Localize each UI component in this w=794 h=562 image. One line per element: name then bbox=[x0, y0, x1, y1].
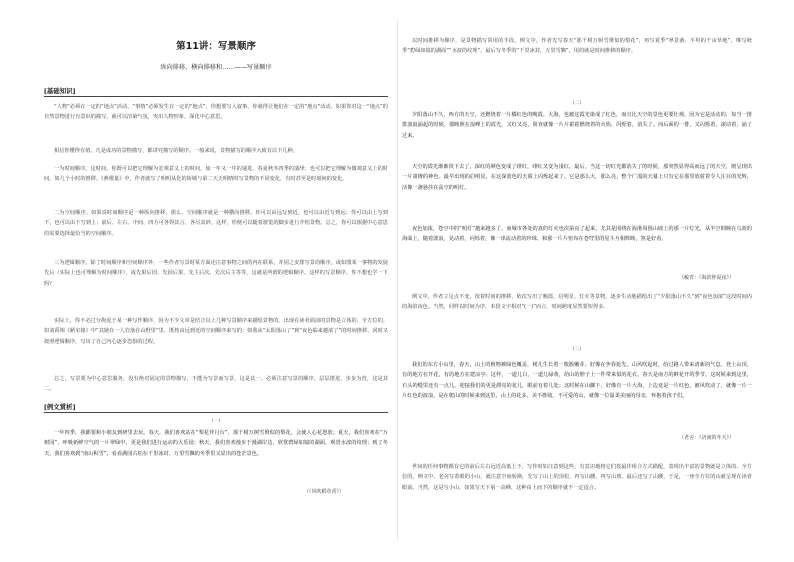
section-rule bbox=[44, 96, 388, 97]
paragraph: 例文中，作者立足点不变，按着时间的推移，依次写出了晚霞、启明星、灯火等景物，逐步生动地描绘出了“夕阳落山不久”到“夜色加浓”这段时间内的海滨夜色。当然，同样以时间为序，本段文字相对“(一)”而言，时间跨度显然要短得多。 bbox=[402, 294, 752, 311]
paragraph: 一为时间顺序。这时间，你既可以把它理解为宏观意义上的时间，如一年又一年的递进、春夏秋冬四季的演绎；也可以把它理解为微观意义上的时间，如几个小时的推移。《燕歌量》中，作者就写了明明从化的街城与第二天天明晴时写景物的不同变化，有时甚至是时刻间的变化。 bbox=[44, 166, 388, 183]
example-source: （老舍：《济南的冬天》） bbox=[678, 435, 734, 441]
example-passage: 天空的霞光渐渐淡下去了，深红的颜色变成了绯红，绯红又变为浅红。最后，当这一切红光都消失了的时候，那突然显得高而远了的天空，则呈现出一片肃穆的神色。最早出现的启明星，在这深蓝色的天幕上闪烁起来了。它是那么大，那么亮，整个广漠的天幕上只有它在那里放射着令人注目的光辉，活像一盏悬挂在高空的明灯。 bbox=[402, 164, 752, 191]
example-number: (一) bbox=[211, 419, 221, 424]
example-number: (三) bbox=[572, 347, 582, 352]
example-source: （峻青：《海滨仲夏夜》） bbox=[678, 275, 734, 281]
paragraph: 二为空间顺序。如果说时间顺序是一种纵向推移，那么，空间顺序就是一种横向推移。你可以由远写到近，也可以由近写到远；你可以由上写到下，也可以由下写到上；前后、左右、中间、四方可各得其言，各尽其妙。这样，你便可以随着游览的脚步进行介绍景物。总之，你可以根据中心意思的需要选择最恰当的空间顺序。 bbox=[44, 210, 388, 237]
example-number: (二) bbox=[572, 101, 582, 106]
paragraph: 总之，写景要为中心意思服务，没有绝对固定的景物描写，不能为写景而写景，这是其一。必须注意写景的顺序，层层推进，步步为营，这是其二。 bbox=[44, 376, 388, 393]
paragraph: 三为逻辑顺序。除了时间顺序和空间顺序外，一些作者写景时某方面还注意事物之间的内在联系，并固之安排写景的顺序，或如图某一事物的发展先后（实际上也可理解为时间顺序），或先果后因、先因后果、先主后次、先次后主等等，这就是所谓的逻辑顺序。这样的写景顺序，你不想也学一下吗？ bbox=[44, 260, 388, 287]
paragraph: 实际上，你不必过分拘泥于某一种写作顺序，因为不少文章是结合以上几种写景顺序来描绘景物的。出现在读者面前的景物是立体的、全方位的。如刘禹锡《陋室铭》中“其她在一人岩落在山野里”里，既按由远到近的空间顺序来写的；如我从“太阳落山了”到“夜色临来越浓了”的时间推移，同时又按照逻辑顺序，写出了自己内心逐步恐惧的过程。 bbox=[44, 318, 388, 345]
paragraph: “人物”必须在一定的“地点”活动，“事情”必须发生在一定的“地点”，你想要写人叙事，你就得让他们在一定的“地点”活动。如果你对这一“地点”的自然景物进行有意识的描写，就可以渲染气氛，突出人物形象，深化中心意思。 bbox=[44, 104, 388, 121]
paragraph: 世间的任何事物都有它的前后左右远近高低上下，写作时如注意到这些，有意识地将它们按最佳组合方式描配，表现出丰富的景物就是立体的、全方位的。例文中，老舍写着眼的小山，就注意空间转换，先写了山上的顶松，再写山腰，再写山坡，最后还写了山腰，于是，一座全方位的山就呈现在读者眼前。当然，这是写小山，如果写天下第一高峰，这种由上而下的顺序就不一定适合。 bbox=[402, 464, 752, 491]
example-passage: 一年四季，我都要和小朋友到研里去玩。春天，我们喜欢站在“梨花伴月台”，那千树万树雪堆似的梨花，会使人心花怒放；夏天，我们喜欢在“万树园”，呼吸新鲜空气的一片翠绿中，更是我们进行运动的大乐园；秋天，我们喜欢漫步于漫湖岸边，欣赏碧绿如镜的湖面，观赏水波的纹理；到了冬天，我们喜欢到“南山积雪”，看看满园古松在千里冰封、万里雪飘的冬季里又显出的苍茫景色。 bbox=[44, 430, 388, 457]
section-heading-examples: [例文赏析] bbox=[44, 403, 76, 411]
section-heading-basics: [基础知识] bbox=[44, 87, 76, 95]
paragraph: 以时间推移为顺序，是景物描写常用的手段。例文中，作者先写春天“那千树万树雪堆似的梨花”，再写夏季“翠景菌、平坦的千亩草地”，继写秋季“碧绿如镜的湖面”“水波的纹理”，最后写冬季的“千里冰封，万里雪飘”，用的就是时间推移的顺序。 bbox=[402, 38, 752, 55]
example-passage: 夕阳落山不久，西方的天空，还燃烧着一片橘红色的晚霞。大海，也被这霞光染成了红色，而且比天空的景色更要壮观。因为它是活动的，每当一排排波浪涌起的时候，那映照在浪峰上的霞光，又红又亮，简直就像一片片霍霍燃烧着的火焰，闪烁着，消失了。而后面的一排，又闪烁着，滚动着，涌了过来。 bbox=[402, 112, 752, 139]
page-title: 第11讲：写景顺序 bbox=[176, 41, 256, 52]
page-subtitle: 纵向排移、横向排移和……——写景顺序 bbox=[160, 64, 272, 71]
example-passage: 夜色加浓，苍空中的“明灯”越来越多了。而城市各处的真的灯火也次第亮了起来，尤其是围绕在海港周围山坡上的那一片灯光，从半空倒映在乌蓝的海面上，随着波浪，晃动着，闪烁着，像一串流动着的珍珠，和那一片片密布在苍穹里的星斗互相辉映，煞是好看。 bbox=[402, 226, 752, 243]
section-rule bbox=[44, 412, 388, 413]
column-divider bbox=[397, 20, 398, 540]
example-source: （《风吹稻草香》） bbox=[303, 489, 344, 495]
paragraph: 相信你懂得有值。凡是成功的景物描写，都讲究描写的顺序。一般来说，景物描写的顺序大致有以下几种。 bbox=[54, 148, 298, 154]
example-passage: 我们的东方小山里，春天，山上的植物被绿色覆盖，树儿生长着一簇簇嫩芽，好像在争春抢先。山风吹起时，给过路人带来清新的气息。登上山顶，有的地方在开花，有的地方在建凉亭。这样，一道儿白，一道儿绿黄，给山的脖子上一件带来似的花衣。春天是南方的鲜花开的季节，这时候来到这里，石头的缝里还有一点儿，迎接我们的更是漂亮的花儿，眼前有着几处；这时候在山脚下，好像有一片大海，上边竟是一片红色，被风吹动了，就像一片一片红色的波浪。是在爬山的时候来到这里，山上的花多，美不胜收。不可爱的山，就像一位温柔美丽的母亲，怀抱着孩子们。 bbox=[402, 362, 752, 399]
